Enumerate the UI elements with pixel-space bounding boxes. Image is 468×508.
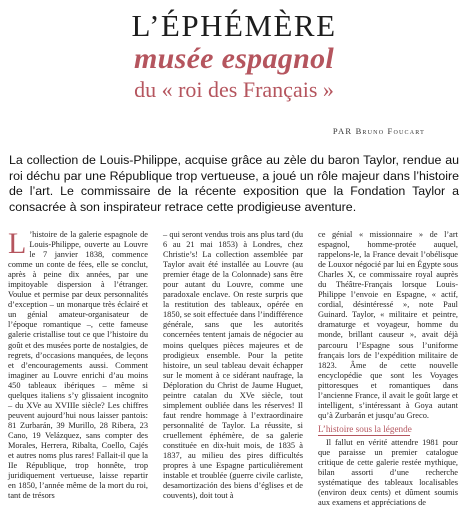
body-text: ’histoire de la galerie espagnole de Louis-Philippe, ouverte au Louvre le 7 janvier 1838, commence comme un conte de fées, elle se conclut, après à peine dix années, par une impitoyable dispersion à l’étranger. Voulue et permise par deux personnalités d’exception – un monarque très éclairé et un génial amateur-organisateur de l’époque romantique –, cette fameuse galerie cristallise tout ce que l’histoire du goût et des musées porte de nostalgies, de regrets, d’occasions manquées, de leçons et d’encouragements aussi. Comment imaginer au Louvre enrichi d’au moins 450 tableaux ibériques – même si quelques italiens s’y glissaient incognito – du XVe au XVIIIe siècle? Les chiffres peuvent aujourd’hui nous laisser pantois: 81 Zurbarán, 39 Murillo, 28 Ribera, 23 Cano, 19 Velázquez, sans compter des Morales, Herrera, Ribalta, Coello, Cajés et autres noms plus rares! Fallait-il que la IIe République, trop honnête, trop juridiquement vertueuse, laisse repartir en 1850, l’année même de la mort du roi, tant de trésors [8, 230, 148, 501]
body-column-1 [8, 227, 148, 501]
byline-prefix: PAR [332, 126, 353, 136]
body-column-2 [163, 230, 303, 501]
lead-paragraph: La collection de Louis-Philippe, acquise grâce au zèle du baron Taylor, rendue au roi déchu par une République trop vertueuse, a joué un rôle majeur dans l’histoire de l’art. Le commissaire de la récente exposition que la Fondation Taylor a consacrée à son inspirateur retrace cette prodigieuse aventure. [9, 153, 459, 214]
body-text: ce génial « missionnaire » de l’art espagnol, homme-protée auquel, rappelons-le, la France devait l’obélisque de Louxor négocié par lui en Égypte sous Charles X, ce commissaire royal auprès du Théâtre-Français lorsque Louis-Philippe l’envoie en Espagne, « actif, cordial, désintéressé », note Paul Guinard. Taylor, « militaire et peintre, dramaturge et voyageur, homme du monde, brillant causeur », avait déjà parcouru l’Espagne sous l’uniforme français lors de l’expédition militaire de 1823. Âme de cette nouvelle encyclopédie que sont les Voyages pittoresques et romantiques dans l’ancienne France, il avait le goût large et intelligent, s’intéressant à Goya autant qu’à Zurbarán et jusqu’au Greco. [318, 230, 458, 420]
body-column-3 [318, 230, 458, 508]
body-paragraph [8, 227, 148, 501]
article-subtitle: musée espagnol [133, 42, 335, 75]
article-title: L’ÉPHÉMÈRE [131, 8, 337, 43]
body-text: – qui seront vendus trois ans plus tard (du 6 au 21 mai 1853) à Londres, chez Christie’s! La collection assemblée par Taylor avait été installée au Louvre (au premier étage de la Colonnade) sans être pour autant du Louvre, comme une paradoxale enclave. On reste surpris que la restitution des tableaux, opérée en 1850, se soit effectuée dans l’indifférence générale, sans que les autorités concernées tentent jamais de négocier au moins quelques pièces majeures et de prodigieux ensemble. Pour la petite histoire, un seul tableau devait échapper sur le moment à ce sidérant naufrage, la Déploration du Christ de Jaume Huguet, peintre catalan du XVe siècle, tout simplement oubliée dans les réserves! Il faut rendre hommage à l’extraordinaire personnalité de Taylor. La réussite, si cruellement éphémère, de sa galerie constituée en dix-huit mois, de 1835 à 1837, au milieu des pires difficultés propres à une Espagne particulièrement instable et troublée (guerre civile carliste, desamortización des biens d’églises et de couvents), doit tout à [163, 230, 303, 501]
byline [333, 126, 425, 136]
byline-author: Bruno Foucart [355, 126, 425, 136]
article-subtitle-secondary: du « roi des Français » [134, 77, 334, 102]
subheading-rule [318, 435, 410, 436]
body-text: Il fallut en vérité attendre 1981 pour que paraisse un premier catalogue critique de cette galerie restée mythique, bilan assorti d’une recherche systématique des tableaux localisables (environ deux cents) et dûment soumis aux examens et appréciations de [318, 437, 458, 508]
section-subheading: L’histoire sous la légende [318, 423, 412, 434]
drop-cap: L [8, 227, 27, 260]
